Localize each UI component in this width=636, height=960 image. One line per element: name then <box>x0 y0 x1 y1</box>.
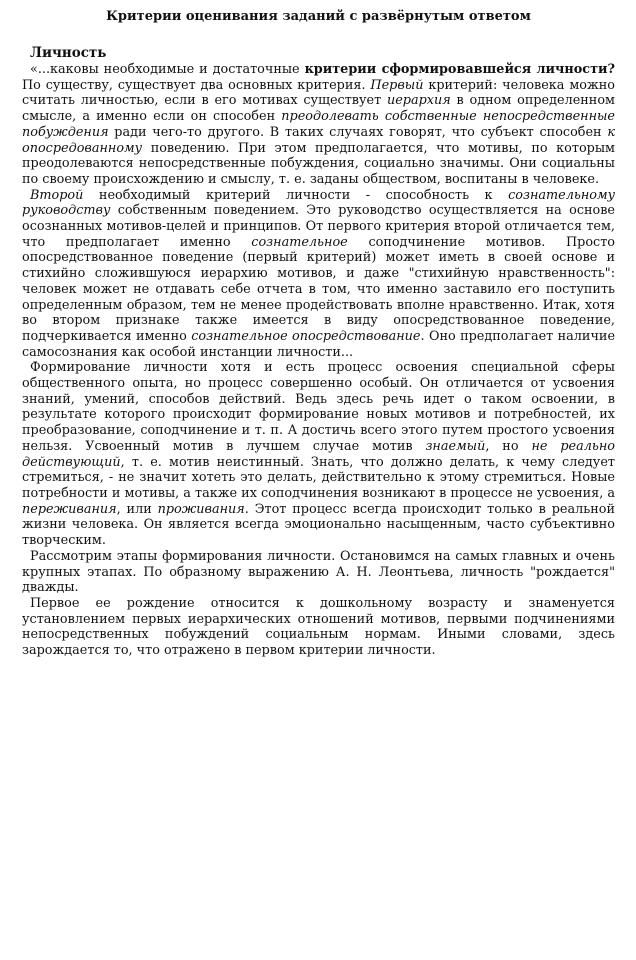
italic-text: знаемый <box>425 438 486 454</box>
italic-text: проживания <box>157 501 245 517</box>
text-run: критерий: человека можно считать личностью, если в его мотивах существует <box>22 77 615 109</box>
paragraph <box>22 62 615 188</box>
text-run: ради чего-то другого. В таких случаях говорят, что субъект способен <box>108 124 608 140</box>
paragraph <box>22 188 615 361</box>
text-run: По существу, существует два основных критерия. <box>22 77 371 93</box>
text-run: Рассмотрим этапы формирования личности. Остановимся на самых главных и очень крупных этапах. По образному выражению А. Н. Леонтьева, личность "рождается" дважды. <box>22 548 615 596</box>
italic-text: Второй <box>30 187 84 203</box>
paragraph <box>22 549 615 596</box>
text-run: поведению. При этом предполагается, что мотивы, по которым преодолеваются непосредственные побуждения, социально значимы. Они социальны по своему происхождению и смыслу, т. е. заданы обществом, воспитаны в человеке. <box>22 140 615 187</box>
italic-text: переживания <box>22 501 117 517</box>
italic-text: сознательное опосредствование <box>191 328 421 344</box>
paragraph <box>22 596 615 659</box>
text-run: , или <box>116 501 158 517</box>
italic-text: сознательное <box>251 234 348 250</box>
text-run: в одном определенном смысле, а именно если он способен <box>22 93 615 125</box>
text-run: , т. е. мотив неистинный. Знать, что должно делать, к чему следует стремиться, - не значит хотеть это делать, действительно к этому стремиться. Новые потребности и мотивы, а также их соподчинения возникают в процессе не усвоения, а <box>22 454 615 501</box>
italic-text: преодолевать собственные непосредственные побуждения <box>22 109 616 140</box>
text-run: , но <box>485 438 532 454</box>
italic-text: Первый <box>370 77 424 93</box>
italic-text: иерархия <box>386 93 451 109</box>
text-run: Формирование личности хотя и есть процесс освоения специальной сферы общественного опыта, но процесс совершенно особый. Он отличается от усвоения знаний, умений, способов действий. Ведь здесь речь идет о таком освоении, в результате которого происходит формирование новых мотивов и потребностей, их преобразование, соподчинение и т. п. А достичь всего этого путем простого усвоения нельзя. Усвоенный мотив в лучшем случае мотив <box>22 360 615 454</box>
italic-text: не реально действующий <box>22 438 615 470</box>
italic-text: сознательному руководству <box>22 187 615 219</box>
text-run: . Этот процесс всегда происходит только в реальной жизни человека. Он является всегда эмоционально насыщенным, часто субъективно творческим. <box>22 501 615 549</box>
text-run: . Оно предполагает наличие самосознания как особой инстанции личности... <box>22 328 616 360</box>
section-heading: Личность <box>30 45 107 61</box>
document-body <box>22 62 615 659</box>
paragraph <box>22 360 615 548</box>
page-title: Критерии оценивания заданий с развёрнутым ответом <box>106 9 531 24</box>
text-run: соподчинение мотивов. Просто опосредствованное поведение (первый критерий) может иметь в своей основе и стихийно сложившуюся иерархию мотивов, и даже "стихийную нравственность": человек может не отдавать себе отчета в том, что именно заставило его поступить определенным образом, тем не менее продействовать вполне нравственно. Итак, хотя во втором признаке также имеется в виду опосредствованное поведение, подчеркивается именно <box>22 234 615 344</box>
text-run: необходимый критерий личности - способность к <box>83 187 509 203</box>
bold-text: критерии сформировавшейся личности? <box>304 62 615 77</box>
text-run: «...каковы необходимые и достаточные <box>30 62 305 77</box>
italic-text: к опосредованному <box>22 124 615 156</box>
text-run: собственным поведением. Это руководство осуществляется на основе осознанных мотивов-целей и принципов. От первого критерия второй отличается тем, что предполагает именно <box>22 203 615 250</box>
text-run: Первое ее рождение относится к дошкольному возрасту и знаменуется установлением первых иерархических отношений мотивов, первыми подчинениями непосредственных побуждений социальным нормам. Иными словами, здесь зарождается то, что отражено в первом критерии личности. <box>22 595 615 659</box>
